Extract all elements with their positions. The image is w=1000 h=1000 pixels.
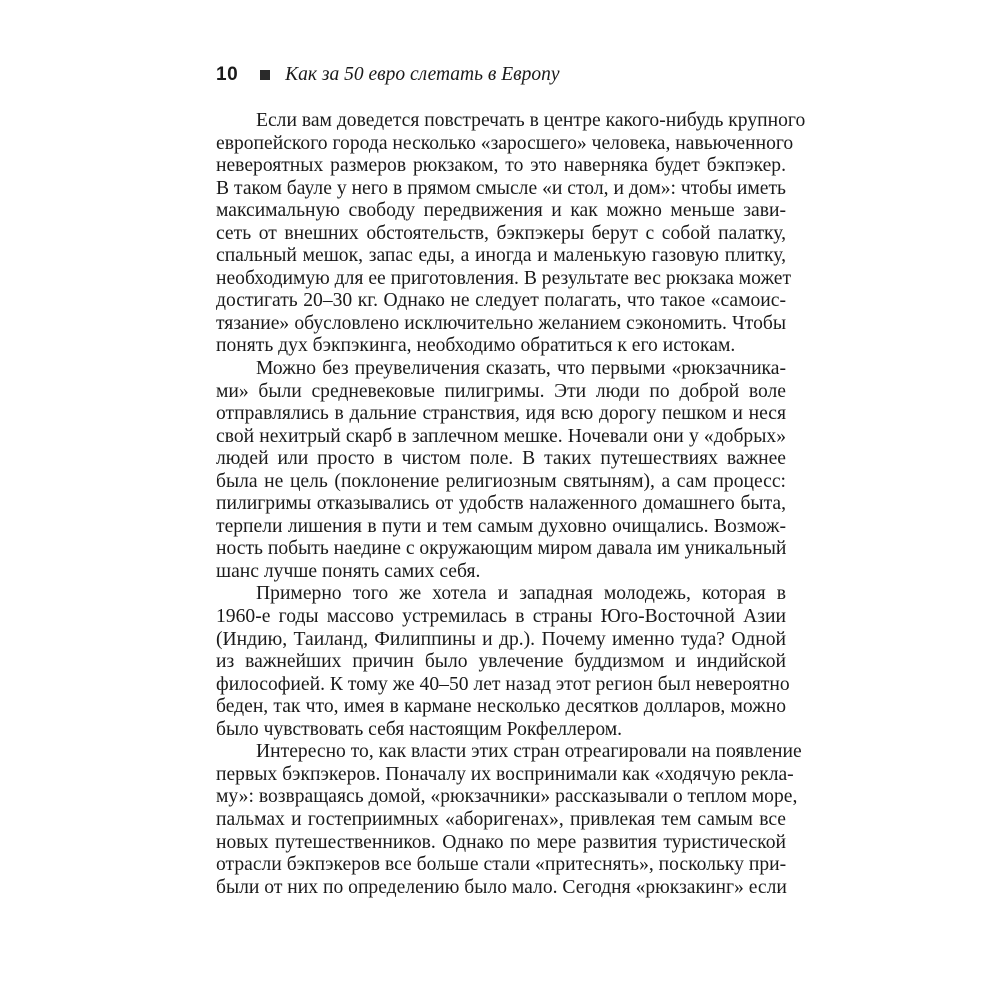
text-line: максимальную свободу передвижения и как можно меньше зави- xyxy=(216,200,786,222)
text-line: ми» были средневековые пилигримы. Эти люди по доброй воле xyxy=(216,380,786,402)
text-line: 1960-е годы массово устремилась в страны Юго-Восточной Азии xyxy=(216,606,786,628)
paragraph xyxy=(216,741,802,899)
text-line: (Индию, Таиланд, Филиппины и др.). Почему именно туда? Одной xyxy=(216,628,786,650)
text-line: людей или просто в чистом поле. В таких путешествиях важнее xyxy=(216,448,786,470)
text-line: философией. К тому же 40–50 лет назад этот регион был невероятно xyxy=(216,673,790,695)
text-line: достигать 20–30 кг. Однако не следует полагать, что такое «самоис- xyxy=(216,290,786,312)
text-line: первых бэкпэкеров. Поначалу их воспринимали как «ходячую рекла- xyxy=(216,763,794,785)
black-square-icon xyxy=(260,70,270,80)
text-line: В таком бауле у него в прямом смысле «и стол, и дом»: чтобы иметь xyxy=(216,177,786,199)
text-line: необходимую для ее приготовления. В результате вес рюкзака может xyxy=(216,267,792,289)
text-line: европейского города несколько «заросшего» человека, навьюченного xyxy=(216,132,794,154)
paragraph xyxy=(216,358,786,583)
text-line: беден, так что, имея в кармане несколько десятков долларов, можно xyxy=(216,696,786,718)
book-title: Как за 50 евро слетать в Европу xyxy=(285,64,560,85)
paragraph xyxy=(216,583,790,741)
text-line: были от них по определению было мало. Сегодня «рюкзакинг» если xyxy=(216,876,787,898)
text-line: пальмах и гостеприимных «аборигенах», привлекая тем самым все xyxy=(216,808,786,830)
text-line: тязание» обусловлено исключительно желанием сэкономить. Чтобы xyxy=(216,312,786,334)
text-line: ность побыть наедине с окружающим миром давала им уникальный xyxy=(216,538,787,560)
text-line: новых путешественников. Однако по мере развития туристической xyxy=(216,831,786,853)
text-line: Примерно того же хотела и западная молодежь, которая в xyxy=(256,583,786,605)
text-line: терпели лишения в пути и тем самым духовно очищались. Возмож- xyxy=(216,515,786,537)
body-text xyxy=(216,110,806,899)
text-line: было чувствовать себя настоящим Рокфеллером. xyxy=(216,718,623,740)
text-line: была не цель (поклонение религиозным святыням), а сам процесс: xyxy=(216,470,786,492)
text-line: Интересно то, как власти этих стран отреагировали на появление xyxy=(256,741,802,763)
text-line: понять дух бэкпэкинга, необходимо обратиться к его истокам. xyxy=(216,335,736,357)
text-line: сеть от внешних обстоятельств, бэкпэкеры берут с собой палатку, xyxy=(216,222,786,244)
text-line: шанс лучше понять самих себя. xyxy=(216,560,481,582)
text-line: спальный мешок, запас еды, а иногда и маленькую газовую плитку, xyxy=(216,245,786,267)
text-line: из важнейших причин было увлечение буддизмом и индийской xyxy=(216,651,786,673)
text-line: отправлялись в дальние странствия, идя всю дорогу пешком и неся xyxy=(216,403,786,425)
text-line: Можно без преувеличения сказать, что первыми «рюкзачника- xyxy=(256,358,786,380)
text-line: невероятных размеров рюкзаком, то это наверняка будет бэкпэкер. xyxy=(216,155,786,177)
text-line: отрасли бэкпэкеров все больше стали «притеснять», поскольку при- xyxy=(216,854,787,876)
text-line: пилигримы отказывались от удобств налаженного домашнего быта, xyxy=(216,493,786,515)
text-line: свой нехитрый скарб в заплечном мешке. Ночевали они у «добрых» xyxy=(216,425,786,447)
page-number: 10 xyxy=(216,64,239,85)
text-line: му»: возвращаясь домой, «рюкзачники» рассказывали о теплом море, xyxy=(216,786,798,808)
running-header xyxy=(216,60,786,90)
text-line: Если вам доведется повстречать в центре какого-нибудь крупного xyxy=(256,110,806,131)
paragraph xyxy=(216,110,806,358)
